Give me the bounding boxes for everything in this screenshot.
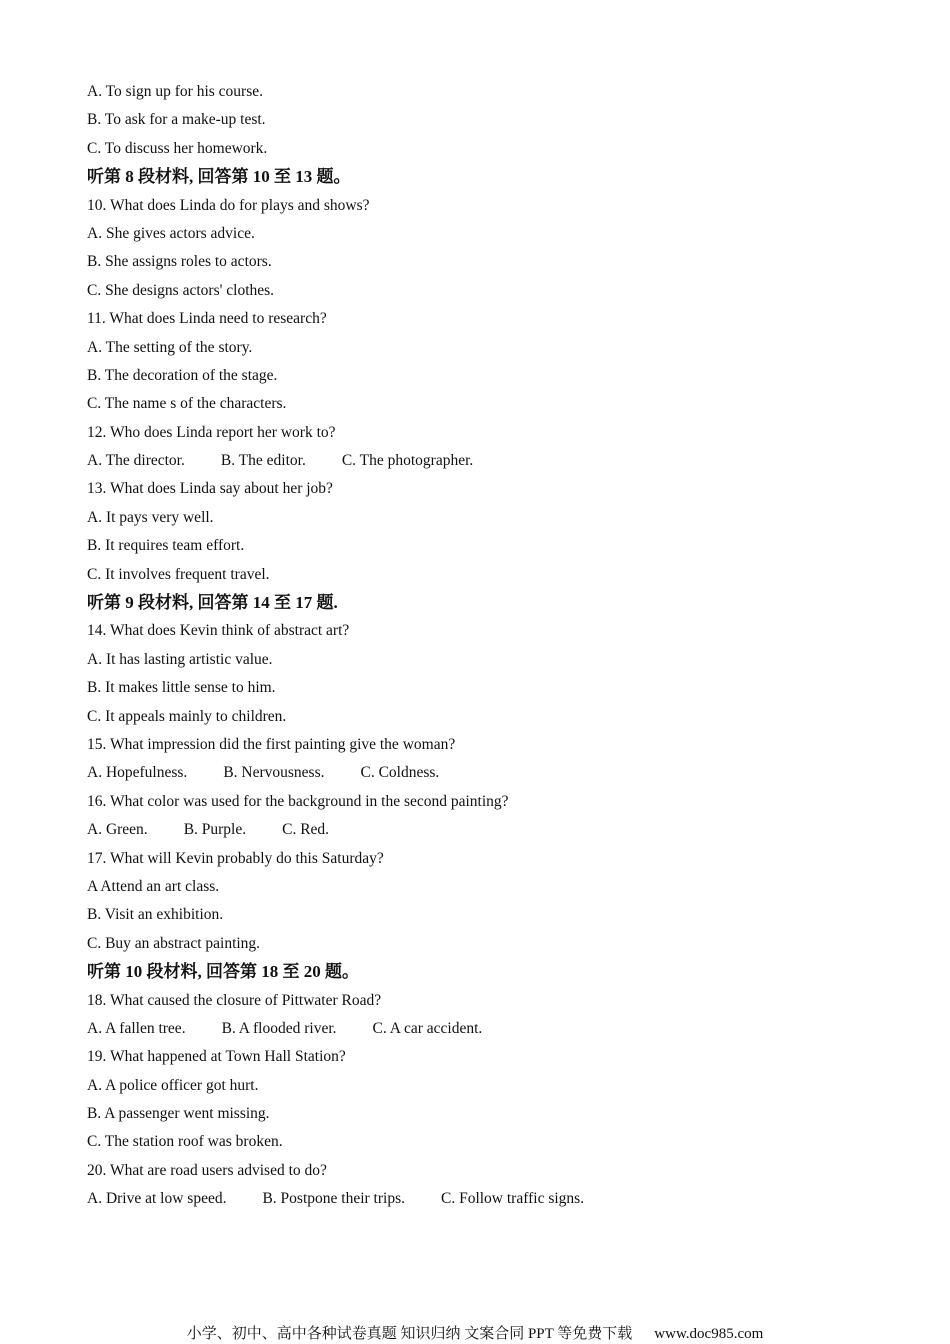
option-line: B. A passenger went missing.	[87, 1105, 270, 1123]
option-line: A. It pays very well.	[87, 508, 214, 526]
option-line: A. It has lasting artistic value.	[87, 650, 273, 668]
option-a: A. Drive at low speed.	[87, 1190, 227, 1208]
option-a: A. A fallen tree.	[87, 1019, 186, 1037]
option-c: C. A car accident.	[372, 1019, 483, 1037]
option-line: C. To discuss her homework.	[87, 139, 268, 157]
options-row	[87, 1015, 887, 1043]
section-heading: 听第 10 段材料, 回答第 18 至 20 题。	[87, 962, 359, 982]
question-text: 13. What does Linda say about her job?	[87, 480, 333, 498]
question-text: 12. Who does Linda report her work to?	[87, 423, 336, 441]
options-row	[87, 816, 887, 844]
footer-site-link[interactable]: www.doc985.com	[654, 1326, 764, 1342]
question-text: 17. What will Kevin probably do this Saturday?	[87, 849, 384, 867]
option-line: C. She designs actors' clothes.	[87, 281, 275, 299]
question-text: 14. What does Kevin think of abstract art?	[87, 622, 350, 640]
option-line: B. To ask for a make-up test.	[87, 111, 266, 129]
page-footer	[0, 1322, 950, 1343]
option-line: C. The station roof was broken.	[87, 1133, 283, 1151]
option-b: B. The editor.	[220, 452, 306, 470]
question-text: 15. What impression did the first painting give the woman?	[87, 735, 456, 753]
option-line: B. She assigns roles to actors.	[87, 253, 272, 271]
section-heading: 听第 9 段材料, 回答第 14 至 17 题.	[87, 593, 338, 613]
question-text: 16. What color was used for the background in the second painting?	[87, 792, 509, 810]
option-line: A. To sign up for his course.	[87, 83, 264, 100]
option-a: A. Green.	[87, 821, 148, 839]
option-line: B. Visit an exhibition.	[87, 906, 224, 924]
option-c: C. Follow traffic signs.	[440, 1190, 585, 1208]
option-line: C. It involves frequent travel.	[87, 565, 270, 583]
option-line: A. She gives actors advice.	[87, 224, 255, 242]
option-a: A. The director.	[87, 452, 185, 470]
option-line: B. The decoration of the stage.	[87, 366, 278, 384]
options-row	[87, 447, 887, 475]
option-b: B. Nervousness.	[223, 764, 325, 782]
option-c: C. Red.	[282, 821, 330, 839]
section-heading: 听第 8 段材料, 回答第 10 至 13 题。	[87, 167, 351, 187]
option-a: A. Hopefulness.	[87, 764, 188, 782]
question-text: 20. What are road users advised to do?	[87, 1161, 327, 1179]
option-c: C. The photographer.	[341, 452, 474, 470]
option-line: C. The name s of the characters.	[87, 395, 287, 413]
option-line: A. A police officer got hurt.	[87, 1076, 259, 1094]
exam-page-content	[87, 78, 887, 1214]
options-row	[87, 1185, 887, 1213]
option-c: C. Coldness.	[360, 764, 440, 782]
question-text: 19. What happened at Town Hall Station?	[87, 1048, 346, 1066]
option-line: C. Buy an abstract painting.	[87, 934, 261, 952]
question-text: 11. What does Linda need to research?	[87, 310, 327, 328]
option-b: B. Postpone their trips.	[262, 1190, 405, 1208]
option-b: B. Purple.	[183, 821, 247, 839]
option-line: A. The setting of the story.	[87, 338, 253, 356]
option-line: B. It requires team effort.	[87, 537, 245, 555]
option-line: B. It makes little sense to him.	[87, 679, 276, 697]
option-line: A Attend an art class.	[87, 877, 220, 895]
options-row	[87, 759, 887, 787]
option-line: C. It appeals mainly to children.	[87, 707, 287, 725]
question-text: 18. What caused the closure of Pittwater Road?	[87, 991, 382, 1009]
option-b: B. A flooded river.	[221, 1019, 337, 1037]
footer-text: 小学、初中、高中各种试卷真题 知识归纳 文案合同 PPT 等免费下载	[186, 1326, 633, 1342]
question-text: 10. What does Linda do for plays and shows?	[87, 196, 370, 214]
